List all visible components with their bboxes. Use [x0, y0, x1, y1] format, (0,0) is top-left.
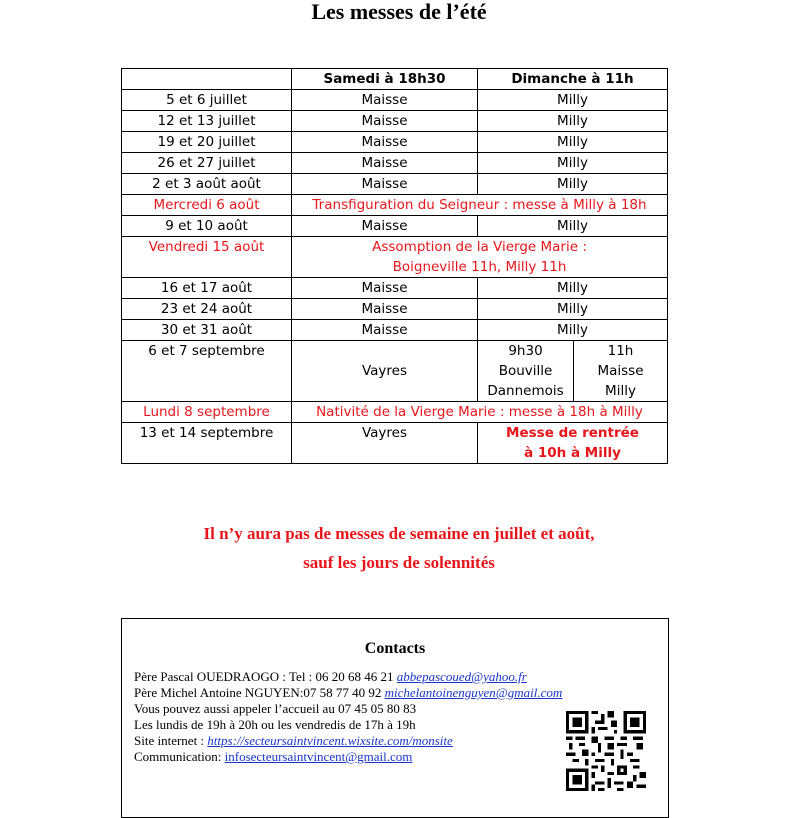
contact-text: Site internet :: [134, 733, 208, 748]
table-row: [122, 90, 668, 111]
table-row: [122, 341, 668, 402]
row-sunday: Milly: [478, 132, 668, 153]
row-date: Lundi 8 septembre: [122, 402, 292, 423]
row-sunday: Milly: [478, 216, 668, 237]
header-date: [122, 69, 292, 90]
row-sunday-early: [478, 341, 574, 402]
row-saturday: Maisse: [292, 90, 478, 111]
row-saturday: Maisse: [292, 299, 478, 320]
row-date: 6 et 7 septembre: [122, 341, 292, 402]
website-link[interactable]: https://secteursaintvincent.wixsite.com/monsite: [207, 733, 453, 748]
event-line: Boigneville 11h, Milly 11h: [392, 259, 567, 275]
row-event: [292, 237, 668, 278]
cell-line: Messe de rentrée: [506, 425, 639, 441]
table-row: [122, 174, 668, 195]
contacts-heading: Contacts: [364, 640, 426, 657]
row-saturday: Maisse: [292, 320, 478, 341]
row-date: Vendredi 15 août: [122, 237, 292, 278]
contact-line-hours: Les lundis de 19h à 20h ou les vendredis de 17h à 19h: [134, 717, 416, 732]
row-event: Transfiguration du Seigneur : messe à Milly à 18h: [292, 195, 668, 216]
table-row-feast: [122, 195, 668, 216]
cell-line: Milly: [605, 383, 636, 399]
cell-line: 9h30: [508, 343, 543, 359]
contact-line-website: [134, 733, 453, 749]
header-sunday: Dimanche à 11h: [478, 69, 668, 90]
event-line: Assomption de la Vierge Marie :: [372, 239, 587, 255]
cell-line: à 10h à Milly: [524, 445, 621, 461]
row-sunday: Milly: [478, 174, 668, 195]
email-link[interactable]: infosecteursaintvincent@gmail.com: [224, 749, 413, 764]
contact-text: Communication:: [134, 749, 225, 764]
contact-line-michel: [134, 685, 562, 701]
mass-schedule-table: [121, 68, 668, 464]
table-row-feast: [122, 237, 668, 278]
row-sunday: Milly: [478, 90, 668, 111]
row-sunday: Milly: [478, 278, 668, 299]
row-date: 26 et 27 juillet: [122, 153, 292, 174]
row-date: Mercredi 6 août: [122, 195, 292, 216]
table-row: [122, 153, 668, 174]
table-header-row: [122, 69, 668, 90]
row-sunday: [478, 423, 668, 464]
row-sunday: Milly: [478, 320, 668, 341]
row-saturday: Vayres: [292, 423, 478, 464]
row-saturday: Maisse: [292, 132, 478, 153]
row-date: 16 et 17 août: [122, 278, 292, 299]
contact-line-pascal: [134, 669, 527, 685]
qr-code-icon: [566, 711, 646, 791]
row-sunday: Milly: [478, 111, 668, 132]
row-saturday: Maisse: [292, 174, 478, 195]
row-date: 13 et 14 septembre: [122, 423, 292, 464]
row-date: 2 et 3 août août: [122, 174, 292, 195]
table-row: [122, 320, 668, 341]
table-row: [122, 423, 668, 464]
table-row-feast: [122, 402, 668, 423]
row-sunday: Milly: [478, 299, 668, 320]
row-date: 9 et 10 août: [122, 216, 292, 237]
contact-line-accueil: Vous pouvez aussi appeler l’accueil au 07 45 05 80 83: [134, 701, 417, 716]
row-date: 12 et 13 juillet: [122, 111, 292, 132]
row-saturday: Maisse: [292, 216, 478, 237]
table-row: [122, 299, 668, 320]
page-title: Les messes de l’été: [311, 0, 487, 24]
table-row: [122, 111, 668, 132]
contacts-box: [121, 618, 669, 818]
email-link[interactable]: michelantoinenguyen@gmail.com: [384, 685, 563, 700]
header-saturday: Samedi à 18h30: [292, 69, 478, 90]
row-date: 30 et 31 août: [122, 320, 292, 341]
row-sunday-late: [574, 341, 668, 402]
notice-line: sauf les jours de solennités: [303, 553, 495, 572]
table-row: [122, 216, 668, 237]
cell-line: 11h: [607, 343, 634, 359]
row-date: 19 et 20 juillet: [122, 132, 292, 153]
table-row: [122, 132, 668, 153]
table-row: [122, 278, 668, 299]
cell-line: Bouville: [498, 363, 553, 379]
cell-line: Dannemois: [487, 383, 564, 399]
row-sunday: Milly: [478, 153, 668, 174]
contact-text: Père Pascal OUEDRAOGO : Tel : 06 20 68 46 21: [134, 669, 397, 684]
row-date: 23 et 24 août: [122, 299, 292, 320]
contact-line-communication: [134, 749, 412, 765]
row-date: 5 et 6 juillet: [122, 90, 292, 111]
notice-line: Il n’y aura pas de messes de semaine en juillet et août,: [203, 524, 595, 543]
row-saturday: Maisse: [292, 111, 478, 132]
email-link[interactable]: abbepascoued@yahoo.fr: [396, 669, 527, 684]
cell-line: Maisse: [597, 363, 644, 379]
row-saturday: Maisse: [292, 278, 478, 299]
row-event: Nativité de la Vierge Marie : messe à 18h à Milly: [292, 402, 668, 423]
contact-text: Père Michel Antoine NGUYEN:07 58 77 40 92: [134, 685, 385, 700]
row-saturday: Vayres: [292, 341, 478, 402]
row-saturday: Maisse: [292, 153, 478, 174]
